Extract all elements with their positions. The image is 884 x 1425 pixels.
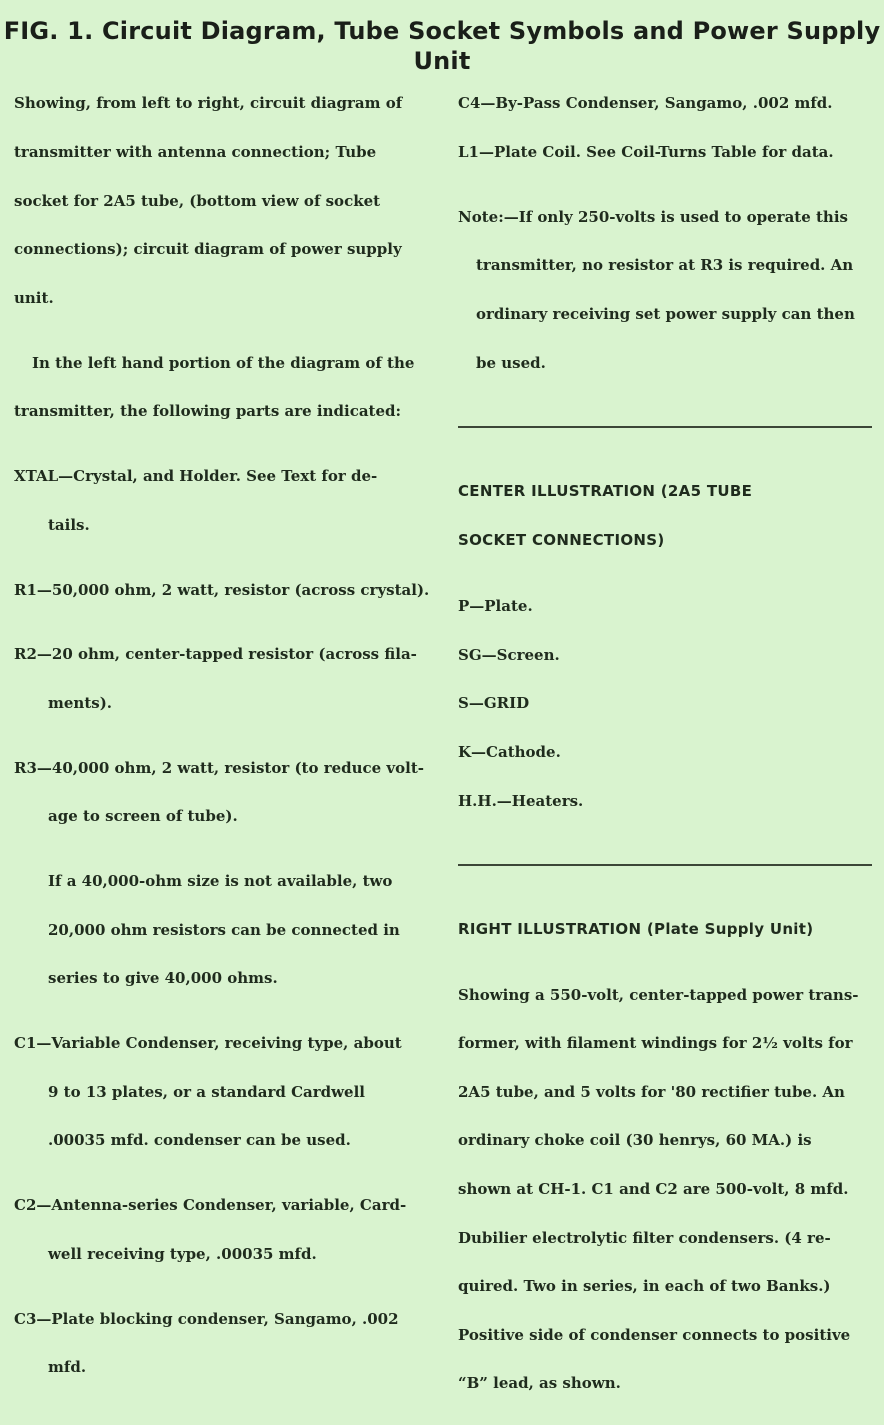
note-line-1: Note:—If only 250-volts is used to operate this — [458, 207, 848, 226]
right-text-line-7: quired. Two in series, in each of two Banks.) — [458, 1277, 831, 1296]
section-divider-2 — [458, 864, 872, 866]
note-line-3: ordinary receiving set power supply can then — [476, 305, 855, 324]
center-item-cathode: K—Cathode. — [458, 742, 561, 761]
c1-line-2: 9 to 13 plates, or a standard Cardwell — [48, 1082, 365, 1101]
left-text-column — [14, 63, 440, 1408]
r3-note-line-2: 20,000 ohm resistors can be connected in — [48, 920, 400, 939]
right-text-line-6: Dubilier electrolytic filter condensers. (4 re- — [458, 1228, 831, 1247]
right-text-line-4: ordinary choke coil (30 henrys, 60 MA.) is — [458, 1131, 812, 1150]
c4-line: C4—By-Pass Condenser, Sangamo, .002 mfd. — [458, 94, 833, 113]
r3-line-2: age to screen of tube). — [48, 807, 238, 826]
center-item-heaters: H.H.—Heaters. — [458, 791, 584, 810]
intro-line-1: Showing, from left to right, circuit diagram of — [14, 94, 403, 113]
c2-line-1: C2—Antenna-series Condenser, variable, Card- — [14, 1196, 407, 1215]
r1-line: R1—50,000 ohm, 2 watt, resistor (across crystal). — [14, 580, 430, 599]
right-text-line-1: Showing a 550-volt, center-tapped power trans- — [458, 985, 859, 1004]
center-heading-line-2: SOCKET CONNECTIONS) — [458, 531, 665, 550]
c1-line-3: .00035 mfd. condenser can be used. — [48, 1131, 351, 1150]
right-heading: RIGHT ILLUSTRATION (Plate Supply Unit) — [458, 919, 814, 938]
xtal-line-1: XTAL—Crystal, and Holder. See Text for de- — [14, 467, 378, 486]
intro-line-2: transmitter with antenna connection; Tube — [14, 143, 377, 162]
r2-line-2: ments). — [48, 693, 113, 712]
intro-line-5: unit. — [14, 288, 54, 307]
right-text-line-5: shown at CH-1. C1 and C2 are 500-volt, 8 mfd. — [458, 1180, 849, 1198]
c3-line-2: mfd. — [48, 1358, 87, 1377]
c1-line-1: C1—Variable Condenser, receiving type, about — [14, 1034, 402, 1053]
note-line-4: be used. — [476, 353, 546, 372]
section-divider-1 — [458, 426, 872, 428]
right-text-line-9: “B” lead, as shown. — [458, 1374, 621, 1393]
r3-line-1: R3—40,000 ohm, 2 watt, resistor (to reduce volt- — [14, 758, 425, 777]
r3-note-line-3: series to give 40,000 ohms. — [48, 969, 278, 988]
lead-in-line-2: transmitter, the following parts are indicated: — [14, 402, 402, 421]
right-text-line-2: former, with filament windings for 2½ volts for — [458, 1034, 853, 1053]
r2-line-1: R2—20 ohm, center-tapped resistor (across fila- — [14, 645, 417, 664]
right-text-line-8: Positive side of condenser connects to positive — [458, 1325, 851, 1344]
c3-line-1: C3—Plate blocking condenser, Sangamo, .002 — [14, 1309, 399, 1328]
note-line-2: transmitter, no resistor at R3 is required. An — [476, 256, 854, 275]
lead-in-line-1: In the left hand portion of the diagram of the — [32, 353, 415, 372]
center-item-screen: SG—Screen. — [458, 645, 560, 664]
right-text-column — [458, 63, 872, 1424]
center-heading-line-1: CENTER ILLUSTRATION (2A5 TUBE — [458, 482, 753, 501]
center-item-plate: P—Plate. — [458, 597, 533, 616]
xtal-line-2: tails. — [48, 515, 90, 534]
l1-line: L1—Plate Coil. See Coil-Turns Table for data. — [458, 143, 834, 162]
center-item-grid: S—GRID — [458, 694, 530, 713]
figure-title: FIG. 1. Circuit Diagram, Tube Socket Symbols and Power Supply Unit — [3, 17, 881, 75]
right-text-line-3: 2A5 tube, and 5 volts for '80 rectifier tube. An — [458, 1082, 845, 1101]
intro-line-3: socket for 2A5 tube, (bottom view of socket — [14, 191, 381, 210]
intro-line-4: connections); circuit diagram of power supply — [14, 240, 402, 259]
r3-note-line-1: If a 40,000-ohm size is not available, two — [48, 872, 393, 891]
c2-line-2: well receiving type, .00035 mfd. — [48, 1244, 317, 1263]
